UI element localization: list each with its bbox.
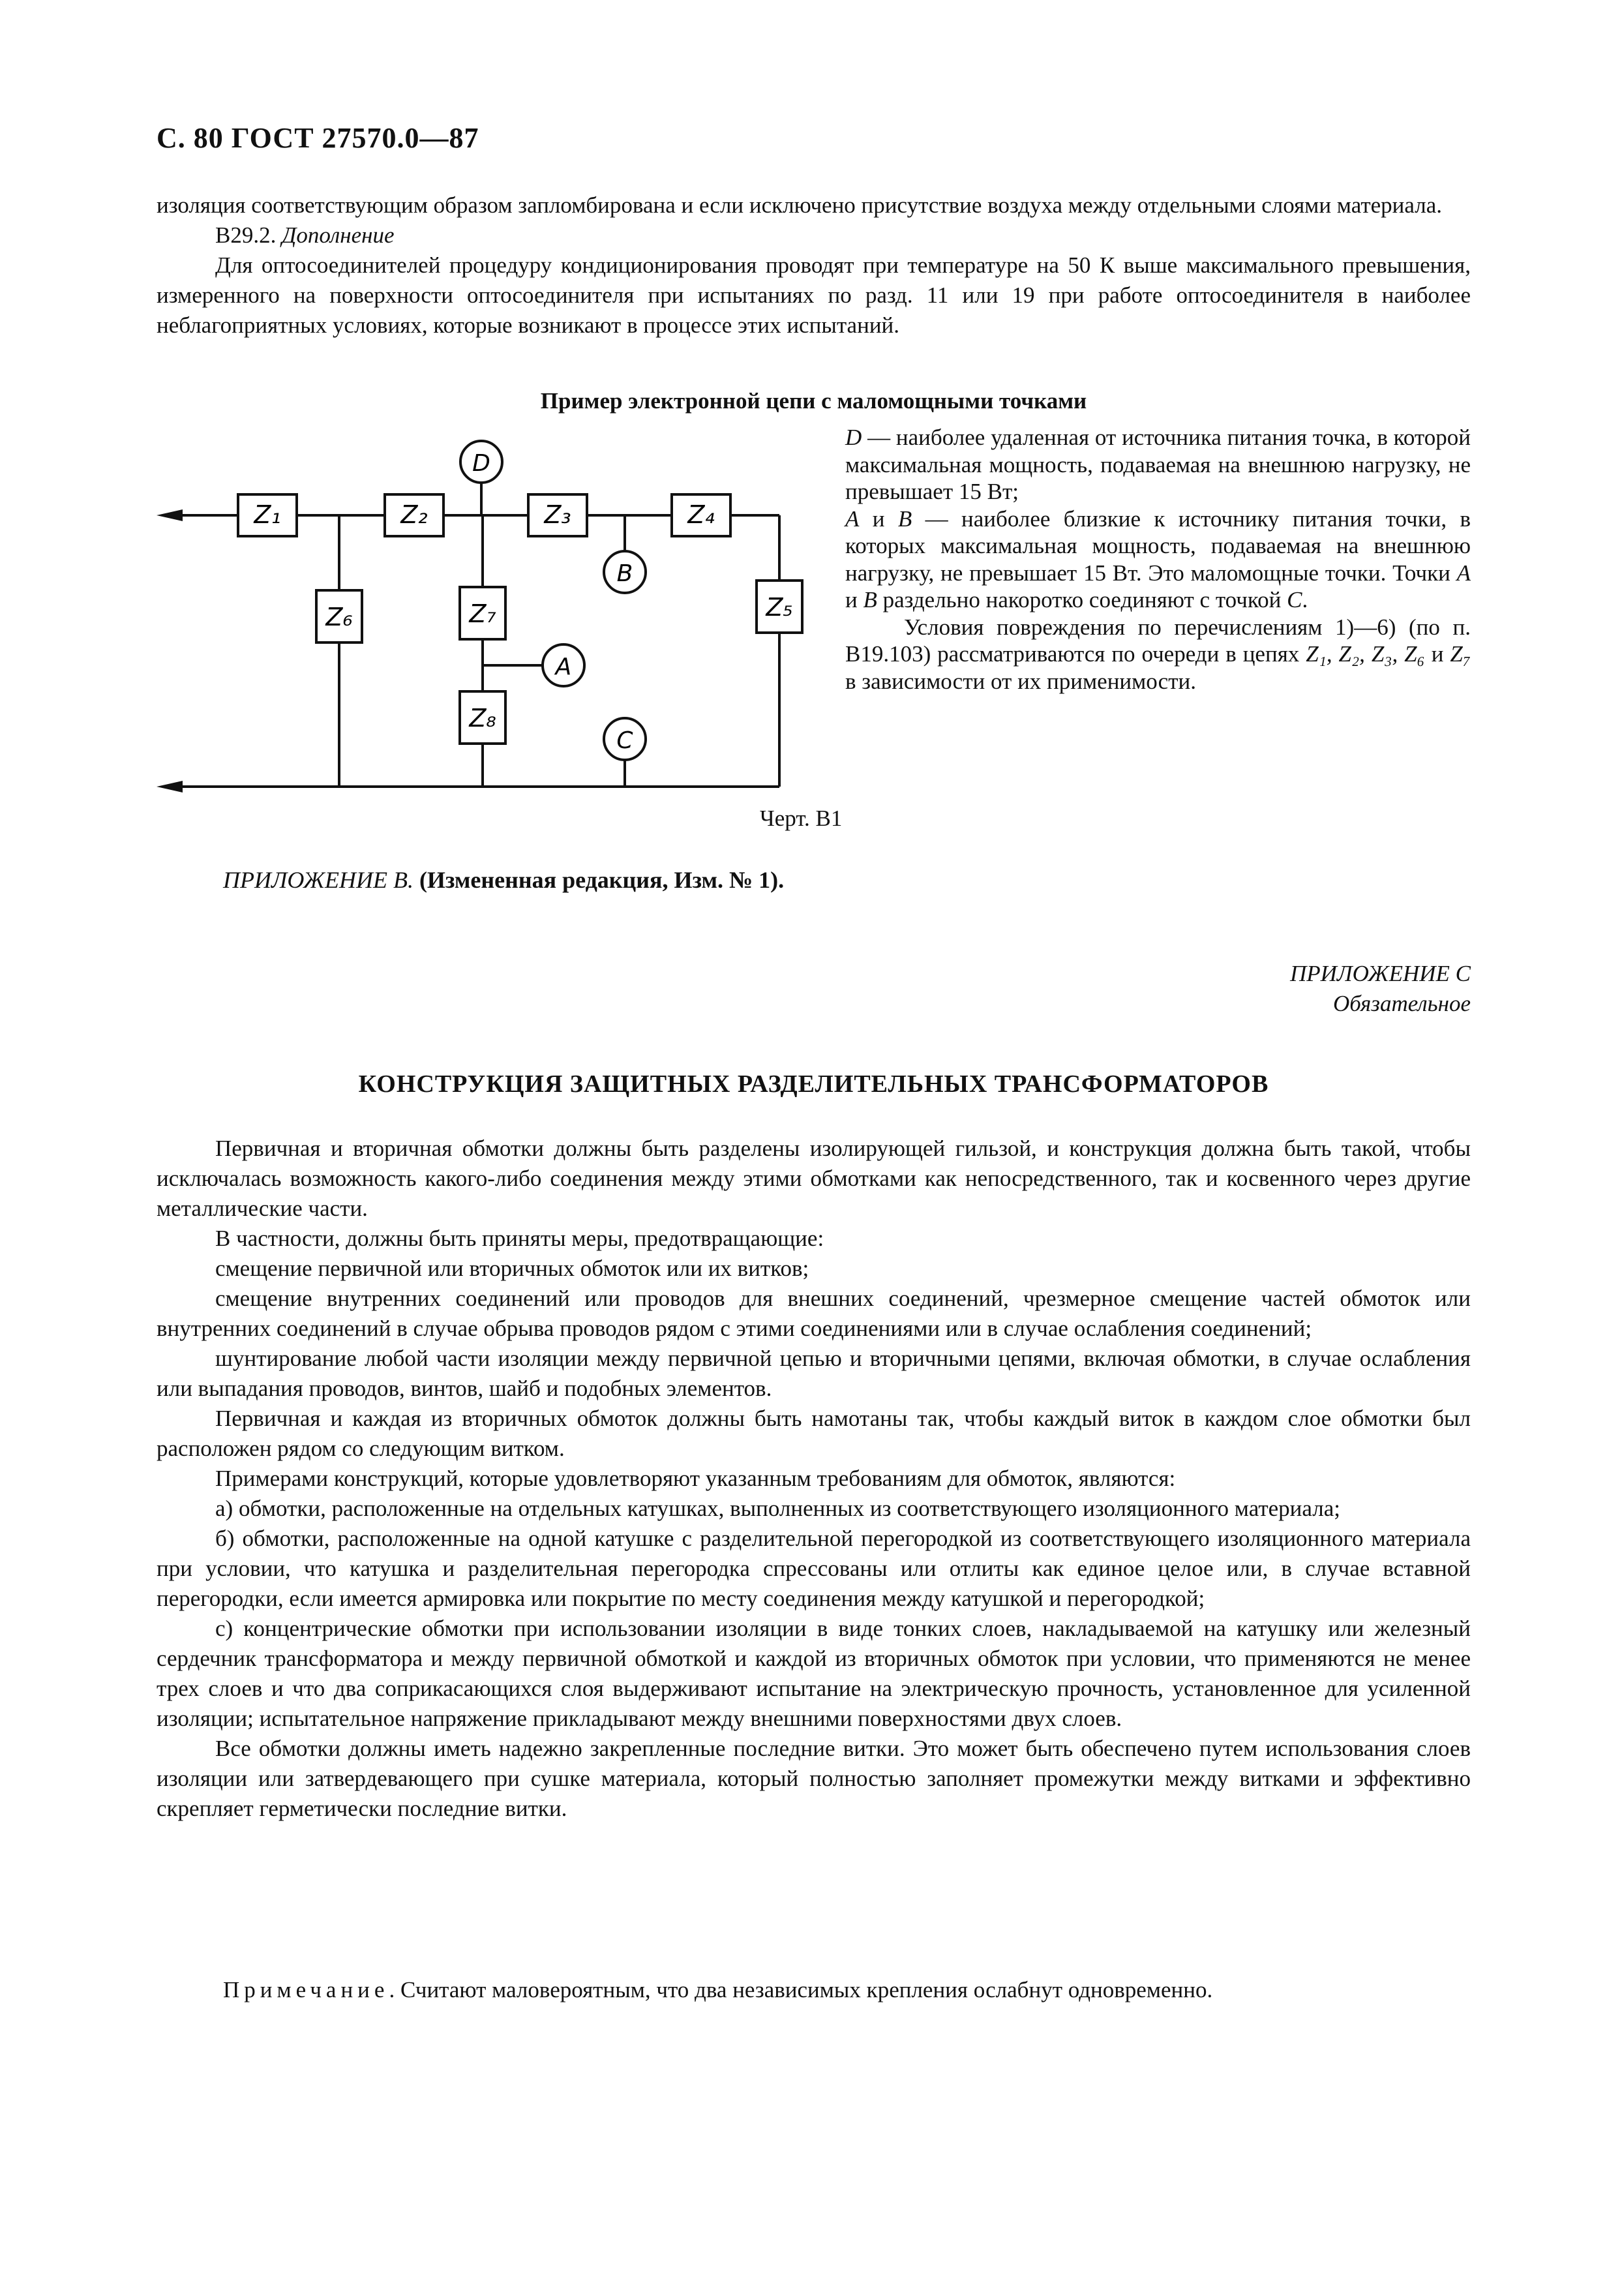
svg-text:B: B xyxy=(616,560,633,587)
point-d xyxy=(460,441,502,483)
impedance-z6 xyxy=(316,590,362,642)
figure-caption: Черт. В1 xyxy=(760,806,843,831)
impedance-z3 xyxy=(528,494,587,536)
svg-text:Z₂: Z₂ xyxy=(400,500,428,529)
appendix-c-title: ПРИЛОЖЕНИЕ С xyxy=(1289,961,1471,986)
svg-text:Z₆: Z₆ xyxy=(325,603,353,631)
impedance-z1 xyxy=(238,494,297,536)
appendix-c-status: Обязательное xyxy=(1333,991,1471,1016)
svg-text:D: D xyxy=(472,450,490,477)
impedance-z5 xyxy=(757,581,802,633)
list-item: шунтирование любой части изоляции между первичной цепью и вторичными цепями, включая обмотки, в случае ослабления или выпадания проводов, винтов, шайб и подобных элементов. xyxy=(157,1346,1471,1401)
paragraph: Первичная и вторичная обмотки должны быть разделены изолирующей гильзой, и конструкция должна быть такой, чтобы исключалась возможность какого-либо соединения между этими обмотками как непосредственного, так и косвенного через другие металлические части. xyxy=(157,1136,1471,1221)
svg-text:Z₄: Z₄ xyxy=(687,500,715,529)
list-item: а) обмотки, расположенные на отдельных катушках, выполненных из соответствующего изоляционного материала; xyxy=(215,1496,1340,1521)
appendix-c-label xyxy=(1290,959,1471,1019)
list-item: с) концентрические обмотки при использовании изоляции в виде тонких слоев, накладываемой на катушку или железный сердечник трансформатора и между первичной обмоткой и каждой из вторичных обмоток при условии, что применяются не менее трех слоев и что два соприкасающихся слоя выдерживают испытание на электрическую прочность, установленное для усиленной изоляции; испытательное напряжение прикладывают между внешними поверхностями двух слоев. xyxy=(157,1616,1471,1731)
list-item: смещение первичной или вторичных обмоток или их витков; xyxy=(215,1256,809,1281)
paragraph: Для оптосоединителей процедуру кондиционирования проводят при температуре на 50 К выше максимального превышения, измеренного на поверхности оптосоединителя при испытаниях по разд. 11 или 19 при работе оптосоединителя в наиболее неблагоприятных условиях, которые возникают в процессе этих испытаний. xyxy=(157,252,1471,338)
point-b xyxy=(604,551,646,593)
paragraph: изоляция соответствующим образом запломбирована и если исключено присутствие воздуха между отдельными слоями материала. xyxy=(157,192,1442,218)
impedance-z8 xyxy=(460,691,505,744)
main-text-block xyxy=(157,1134,1471,1824)
svg-text:Z₁: Z₁ xyxy=(254,500,281,529)
list-item: смещение внутренних соединений или проводов для внешних соединений, чрезмерное смещение частей обмоток или внутренних соединений в случае обрыва проводов рядом с этими соединениями или в случае ослабления соединений; xyxy=(157,1286,1471,1341)
circuit-diagram xyxy=(157,424,841,809)
output-arrow xyxy=(157,509,183,521)
legend-conditions: Условия повреждения по перечислениям 1)—6) (по п. В19.103) рассматриваются по очереди в цепях Z₁, Z₂, Z₃, Z₆ и Z₇ в зависимости от их применимости. xyxy=(845,614,1471,694)
note-text: . Считают маловероятным, что два независимых крепления ослабнут одновременно. xyxy=(389,1977,1213,2002)
impedance-z2 xyxy=(385,494,443,536)
section-title: КОНСТРУКЦИЯ ЗАЩИТНЫХ РАЗДЕЛИТЕЛЬНЫХ ТРАНСФОРМАТОРОВ xyxy=(358,1070,1269,1098)
clause-heading: В29.2. Дополнение xyxy=(215,222,395,248)
note-label: Примечание xyxy=(223,1977,389,2002)
paragraph: Примерами конструкций, которые удовлетворяют указанным требованиям для обмоток, являются: xyxy=(215,1466,1176,1491)
svg-text:A: A xyxy=(555,654,572,680)
svg-text:Z₈: Z₈ xyxy=(469,704,496,733)
impedance-z4 xyxy=(672,494,730,536)
point-c xyxy=(604,718,646,760)
figure-legend xyxy=(845,424,1471,695)
svg-text:Z₅: Z₅ xyxy=(766,593,793,622)
output-arrow xyxy=(157,781,183,793)
svg-text:C: C xyxy=(616,727,633,754)
paragraph: Первичная и каждая из вторичных обмоток должны быть намотаны так, чтобы каждый виток в каждом слое обмотки был расположен рядом со следующим витком. xyxy=(157,1406,1471,1461)
paragraph: В частности, должны быть приняты меры, предотвращающие: xyxy=(215,1226,824,1251)
note xyxy=(223,1975,1212,2005)
paragraph: Все обмотки должны иметь надежно закрепленные последние витки. Это может быть обеспечено путем использования слоев изоляции или затвердевающего при сушке материала, который полностью заполняет промежутки между витками и эффективно скрепляет герметически последние витки. xyxy=(157,1736,1471,1821)
legend-d: D — наиболее удаленная от источника питания точка, в которой максимальная мощность, подаваемая на внешнюю нагрузку, не превышает 15 Вт; xyxy=(845,425,1471,504)
appendix-b-amendment: ПРИЛОЖЕНИЕ В. (Измененная редакция, Изм. № 1). xyxy=(223,867,785,893)
page-header: С. 80 ГОСТ 27570.0—87 xyxy=(157,122,479,154)
svg-text:Z₃: Z₃ xyxy=(544,500,571,529)
impedance-z7 xyxy=(460,587,505,639)
point-a xyxy=(543,644,584,686)
list-item: б) обмотки, расположенные на одной катушке с разделительной перегородкой из соответствующего изоляционного материала при условии, что катушка и разделительная перегородка спрессованы или отлиты как единое целое или, в случае вставной перегородки, если имеется армировка или покрытие по месту соединения между катушкой и перегородкой; xyxy=(157,1526,1471,1611)
intro-text-block xyxy=(157,190,1471,340)
svg-text:Z₇: Z₇ xyxy=(469,599,496,628)
figure-title: Пример электронной цепи с маломощными точками xyxy=(540,388,1087,414)
legend-ab: A и B — наиболее близкие к источнику питания точки, в которых максимальная мощность, подаваемая на внешнюю нагрузку, не превышает 15 Вт. Это маломощные точки. Точки A и B раздельно накоротко соединяют с точкой C. xyxy=(845,506,1471,612)
